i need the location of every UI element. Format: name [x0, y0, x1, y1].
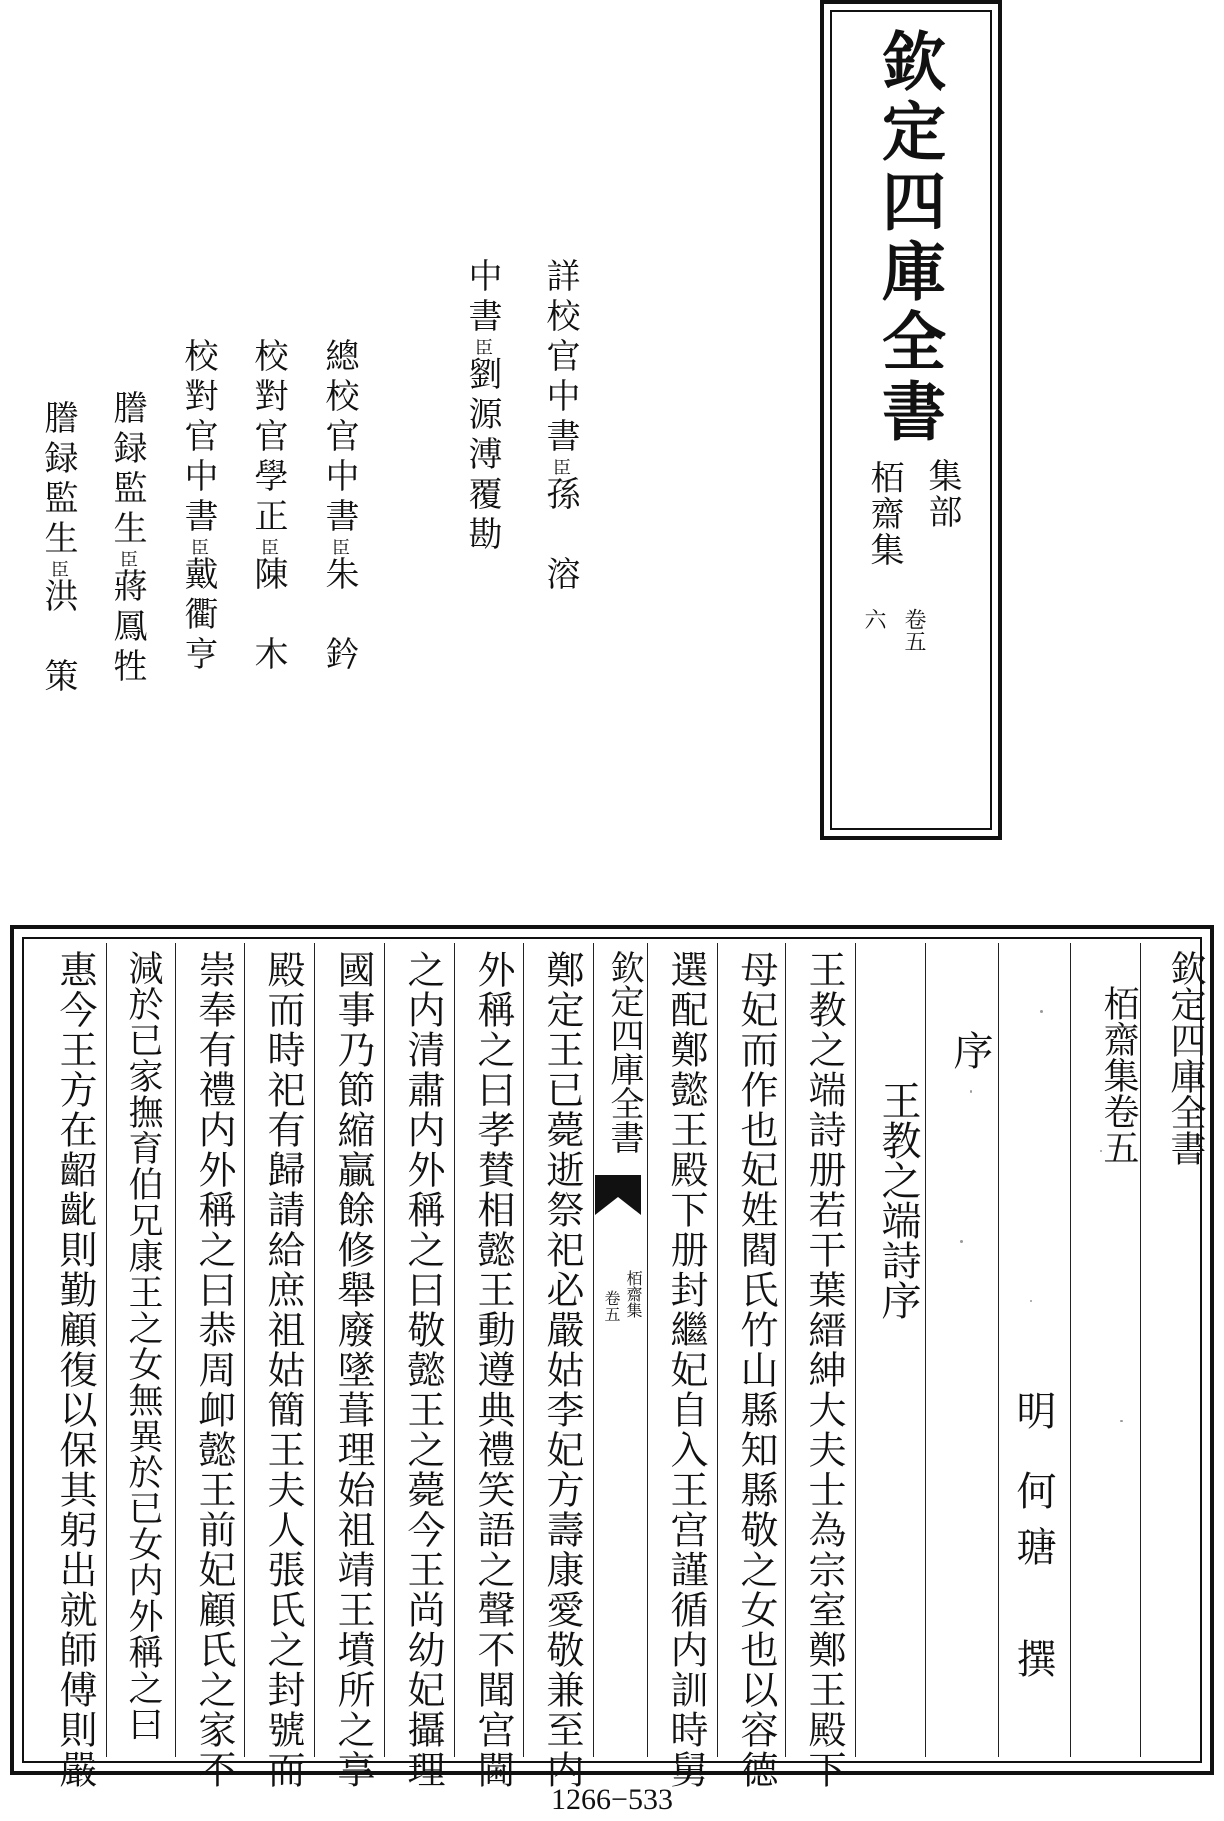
staff-credit: 中書臣劉源溥覆勘 [462, 258, 502, 556]
column-rule [384, 943, 385, 1757]
staff-credit: 校對官中書臣戴衢亨 [178, 338, 218, 676]
category-label: 集部 [922, 458, 962, 530]
text-column: 母妃而作也妃姓閻氏竹山縣知縣敬之女也以容德 [734, 950, 778, 1790]
column-rule [314, 943, 315, 1757]
text-column: 王教之端詩册若干葉縉紳大夫士為宗室鄭王殿下 [802, 950, 846, 1790]
paper-speck [1120, 1420, 1123, 1422]
column-rule [785, 943, 786, 1757]
column-rule [106, 943, 107, 1757]
author-dynasty: 明 [1010, 1390, 1056, 1430]
paper-speck [960, 1240, 963, 1243]
book-title: 栢齋集 [864, 460, 904, 568]
column-rule [925, 943, 926, 1757]
series-title: 欽定四庫全書 [871, 28, 946, 448]
paper-speck [970, 1090, 972, 1093]
paper-speck [1030, 1300, 1032, 1302]
staff-credit: 詳校官中書臣孫 溶 [540, 258, 580, 596]
page-header-title: 欽定四庫全書 [1165, 950, 1206, 1166]
staff-credit: 總校官中書臣朱 鈐 [319, 338, 359, 676]
text-column: 選配鄭懿王殿下册封繼妃自入王宫謹循内訓時舅 [664, 950, 708, 1790]
column-rule [244, 943, 245, 1757]
text-column: 殿而時祀有歸請給庶祖姑簡王夫人張氏之封號而 [261, 950, 305, 1790]
volume-label-a: 卷五 [901, 608, 926, 652]
text-column: 崇奉有禮内外稱之曰恭周卹懿王前妃顧氏之家不 [192, 950, 236, 1790]
text-column: 減於已家撫育伯兄康王之女無異於已女内外稱之曰 [123, 950, 163, 1742]
text-column: 惠今王方在齠齔則勤顧復以保其躬出就師傅則嚴 [53, 950, 97, 1790]
text-column: 外稱之曰孝賛相懿王動遵典禮笑語之聲不聞宫閫 [471, 950, 515, 1790]
text-column: 之内清肅内外稱之曰敬懿王之薨今王尚幼妃攝理 [401, 950, 445, 1790]
staff-credit: 謄録監生臣蔣鳳牲 [107, 390, 147, 688]
preface-label: 序 [947, 1030, 993, 1070]
column-rule [175, 943, 176, 1757]
column-rule [717, 943, 718, 1757]
staff-credit: 校對官學正臣陳 木 [248, 338, 288, 676]
page-header-book: 栢齋集卷五 [1098, 985, 1139, 1165]
staff-credit: 謄録監生臣洪 策 [38, 400, 78, 698]
poem-title: 王教之端詩序 [875, 1080, 921, 1320]
text-column: 國事乃節縮贏餘修舉廢墜葺理始祖靖王墳所之享 [331, 950, 375, 1790]
center-volume: 卷五 [602, 1290, 621, 1322]
column-rule [855, 943, 856, 1757]
paper-speck [1040, 1010, 1043, 1013]
column-rule [454, 943, 455, 1757]
column-rule [1070, 943, 1071, 1757]
author-name: 何瑭 撰 [1010, 1470, 1056, 1694]
volume-label-b: 六 [861, 608, 886, 630]
center-book-title: 栢齋集 [624, 1270, 643, 1318]
page-number: 1266−533 [551, 1783, 673, 1816]
center-title: 欽定四庫全書 [604, 950, 644, 1154]
column-rule [523, 943, 524, 1757]
fishtail-ornament [595, 1175, 641, 1215]
text-column: 鄭定王已薨逝祭祀必嚴姑李妃方壽康愛敬兼至内 [540, 950, 584, 1790]
